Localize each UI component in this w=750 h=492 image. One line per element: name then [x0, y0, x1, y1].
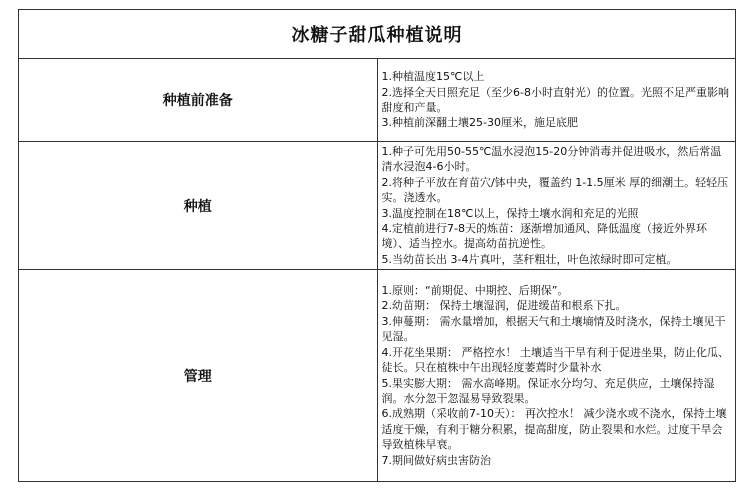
instruction-line: 5.当幼苗长出 3-4片真叶，茎秆粗壮，叶色浓绿时即可定植。 — [381, 252, 678, 266]
section-content — [377, 142, 736, 270]
instruction-line: 2.选择全天日照充足（至少6-8小时直射光）的位置。光照不足严重影响甜度和产量。 — [381, 85, 729, 114]
instruction-line: 5.果实膨大期： 需水高峰期。保证水分均匀、充足供应，土壤保持湿润。水分忽干忽湿易导致裂果。 — [381, 376, 715, 405]
section-row-preparation — [19, 59, 736, 142]
document-title: 冰糖子甜瓜种植说明 — [19, 10, 736, 59]
instruction-line: 1.原则：“前期促、中期控、后期保”。 — [381, 284, 569, 298]
instruction-line: 1.种植温度15℃以上 — [381, 70, 485, 84]
section-content — [377, 59, 736, 142]
section-label: 种植 — [19, 142, 378, 270]
section-label: 管理 — [19, 270, 378, 482]
instruction-line: 3.伸蔓期： 需水量增加，根据天气和土壤墒情及时浇水，保持土壤见干见湿。 — [381, 314, 726, 344]
instruction-line: 1.种子可先用50-55℃温水浸泡15-20分钟消毒并促进吸水，然后常温清水浸泡4-6小时。 — [381, 144, 722, 174]
instruction-line: 4.开花坐果期： 严格控水！ 土壤适当干旱有利于促进坐果，防止化瓜、徒长。只在植株中午出现轻度萎蔫时少量补水 — [381, 345, 729, 375]
instruction-line: 3.温度控制在18℃以上，保持土壤水润和充足的光照 — [381, 206, 639, 220]
section-label: 种植前准备 — [19, 59, 378, 142]
title-row — [19, 10, 736, 59]
document — [18, 9, 736, 482]
instruction-line: 2.将种子平放在育苗穴/钵中央，覆盖约 1-1.5厘米 厚的细潮土。轻轻压实。浇透水。 — [381, 175, 729, 205]
planting-instructions-table — [18, 9, 736, 482]
instruction-line: 7.期间做好病虫害防治 — [381, 453, 491, 467]
section-content — [377, 270, 736, 482]
instruction-line: 2.幼苗期： 保持土壤湿润，促进缓苗和根系下扎。 — [381, 299, 627, 313]
section-row-management — [19, 270, 736, 482]
instruction-line: 4.定植前进行7-8天的炼苗：逐渐增加通风、降低温度（接近外界环境）、适当控水。提高幼苗抗逆性。 — [381, 221, 707, 251]
instruction-line: 6.成熟期（采收前7-10天）： 再次控水！ 减少浇水或不浇水，保持土壤适度干燥，有利于糖分积累，提高甜度，防止裂果和水烂。过度干旱会导致植株早衰。 — [381, 407, 727, 452]
section-row-planting — [19, 142, 736, 270]
instruction-line: 3.种植前深翻土壤25-30厘米，施足底肥 — [381, 116, 578, 130]
